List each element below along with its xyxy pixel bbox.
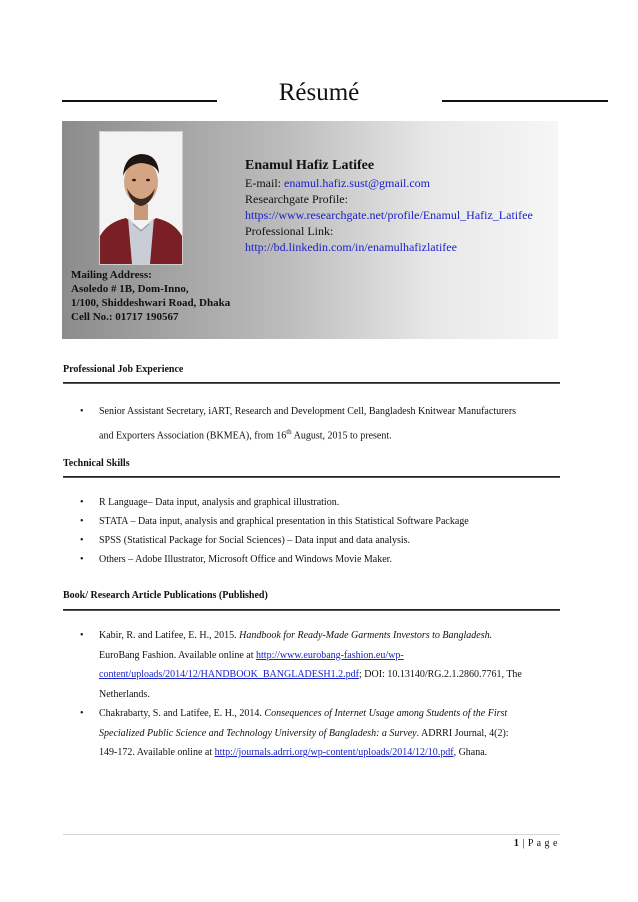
section-experience (63, 363, 560, 443)
pub2-title-a: Consequences of Internet Usage among Students of the First (264, 708, 508, 719)
pub1-link-part1[interactable]: http://www.eurobang-fashion.eu/wp- (256, 649, 404, 661)
publications-heading: Book/ Research Article Publications (Published) (63, 590, 268, 601)
list-item (63, 550, 560, 569)
bullet-icon: • (80, 535, 84, 546)
professional-link-label: Professional Link: (245, 224, 334, 238)
experience-rule (63, 382, 560, 384)
experience-heading: Professional Job Experience (63, 364, 184, 375)
skills-heading: Technical Skills (63, 458, 130, 469)
address-line-1: Asoledo # 1B, Dom-Inno, (71, 283, 189, 295)
publications-rule (63, 609, 560, 611)
publications-list (63, 626, 560, 763)
bullet-icon: • (80, 516, 84, 527)
list-item (63, 531, 560, 550)
list-item (63, 493, 560, 512)
title-row (0, 78, 638, 114)
bullet-icon: • (80, 406, 84, 417)
pub2-link[interactable]: http://journals.adrri.org/wp-content/uploads/2014/12/10.pdf (214, 747, 454, 758)
pub2-line3b: , Ghana. (453, 747, 488, 758)
list-item (63, 704, 560, 763)
list-item (63, 626, 560, 704)
person-name: Enamul Hafiz Latifee (245, 158, 375, 173)
pub2-line3a: 149-172. Available online at (99, 747, 215, 758)
email-row (245, 175, 533, 191)
pub1-line2: EuroBang Fashion. Available online at (99, 649, 257, 661)
skills-list (63, 493, 560, 569)
skills-rule (63, 476, 560, 478)
person-photo-icon (100, 132, 182, 264)
address-line-2: 1/100, Shiddeshwari Road, Dhaka (71, 297, 231, 309)
list-item (63, 401, 560, 446)
title-rule-right (442, 100, 608, 102)
pub2-authors: Chakrabarty, S. and Latifee, E. H., 2014. (99, 708, 265, 719)
list-item (63, 512, 560, 531)
skill-spss: SPSS (Statistical Package for Social Sciences) – Data input and data analysis. (99, 535, 411, 546)
page-number: 1 (513, 838, 520, 849)
mailing-address (71, 268, 230, 324)
experience-line-1: Senior Assistant Secretary, iART, Research and Development Cell, Bangladesh Knitwear Manufacturers (99, 406, 517, 417)
bullet-icon: • (80, 708, 84, 719)
mailing-label: Mailing Address: (71, 269, 152, 281)
skill-stata: STATA – Data input, analysis and graphical presentation in this Statistical Software Package (99, 516, 469, 527)
researchgate-label: Researchgate Profile: (245, 192, 348, 206)
profile-photo (99, 131, 183, 265)
footer-rule (63, 834, 560, 835)
bullet-icon: • (80, 630, 84, 641)
email-label: E-mail: (245, 176, 281, 190)
pub1-doi: ; DOI: 10.13140/RG.2.1.2860.7761, The (359, 669, 522, 680)
pub1-line4: Netherlands. (99, 688, 150, 700)
researchgate-link[interactable]: https://www.researchgate.net/profile/Enamul_Hafiz_Latifee (245, 208, 533, 222)
contact-block (245, 157, 533, 255)
page-footer (514, 838, 558, 849)
ordinal-sup: th (286, 428, 292, 436)
email-link[interactable]: enamul.hafiz.sust@gmail.com (284, 176, 431, 190)
skill-others: Others – Adobe Illustrator, Microsoft Office and Windows Movie Maker. (99, 554, 392, 565)
experience-line-2b: August, 2015 to present. (291, 430, 392, 442)
bullet-icon: • (80, 554, 84, 565)
section-publications (63, 589, 560, 769)
bullet-icon: • (80, 497, 84, 508)
linkedin-link[interactable]: http://bd.linkedin.com/in/enamulhafizlatifee (245, 240, 457, 254)
profile-header (62, 121, 558, 339)
pub2-journal: . ADRRI Journal, 4(2): (416, 727, 509, 739)
pub1-link-part2[interactable]: content/uploads/2014/12/HANDBOOK_BANGLADESH1.2.pdf (99, 669, 359, 680)
pub1-authors: Kabir, R. and Latifee, E. H., 2015. (99, 630, 240, 641)
page-title: Résumé (278, 79, 360, 106)
cell-number: Cell No.: 01717 190567 (71, 311, 179, 323)
experience-line-2a: and Exporters Association (BKMEA), from 16 (99, 430, 287, 442)
experience-list (63, 401, 560, 446)
section-skills (63, 457, 560, 572)
pub2-title-b: Specialized Public Science and Technology University of Bangladesh: a Survey (99, 727, 417, 739)
page-label: | P a g e (519, 838, 558, 849)
skill-r: R Language– Data input, analysis and graphical illustration. (99, 497, 340, 508)
pub1-title: Handbook for Ready-Made Garments Investors to Bangladesh. (239, 630, 493, 641)
